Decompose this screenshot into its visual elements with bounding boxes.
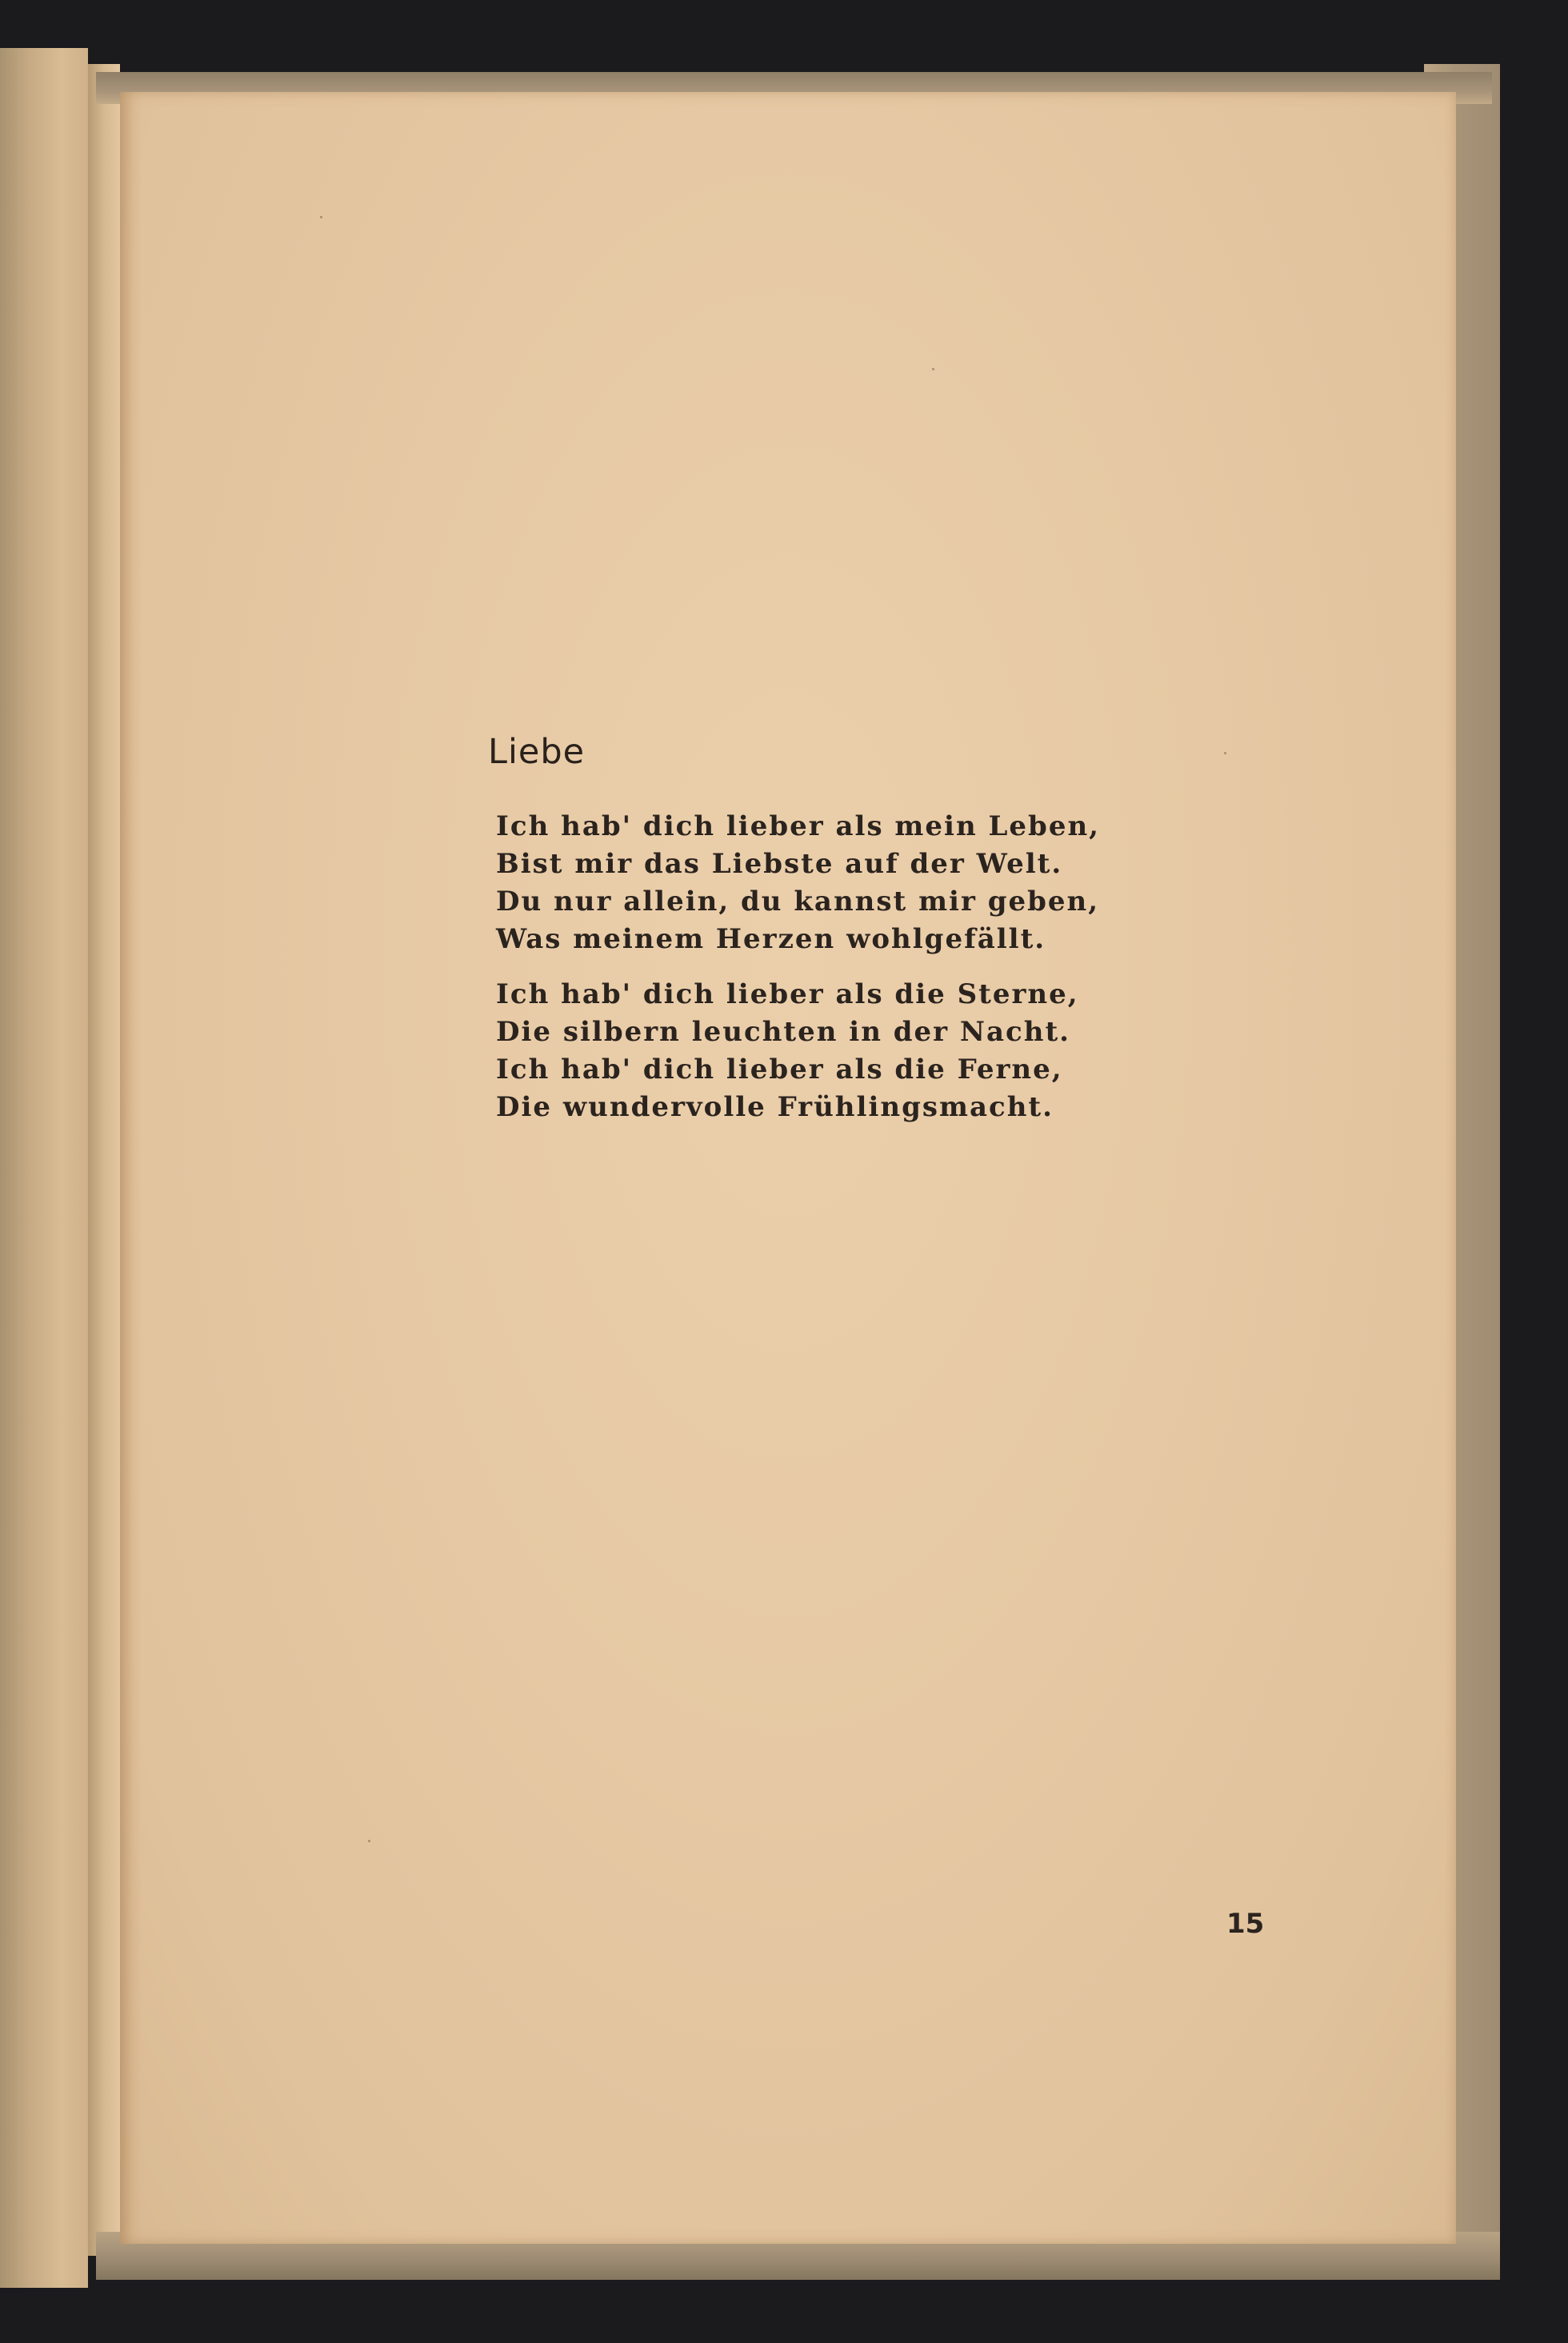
page-gutter-shadow xyxy=(120,92,142,2244)
verse-line: Die wundervolle Frühlingsmacht. xyxy=(496,1091,1054,1123)
left-page-edge xyxy=(88,64,120,2256)
stanza-2 xyxy=(496,976,1079,1126)
page-number: 15 xyxy=(1226,1908,1265,1940)
verse-line: Was meinem Herzen wohlgefällt. xyxy=(496,923,1046,955)
left-book-board xyxy=(0,48,88,2288)
paper-speck xyxy=(1224,752,1226,754)
paper-speck xyxy=(368,1840,370,1842)
verse-line: Ich hab' dich lieber als die Sterne, xyxy=(496,978,1079,1010)
verse-line: Bist mir das Liebste auf der Welt. xyxy=(496,848,1063,880)
verse-line: Ich hab' dich lieber als mein Leben, xyxy=(496,810,1101,842)
verse-line: Ich hab' dich lieber als die Ferne, xyxy=(496,1054,1063,1086)
verse-line: Die silbern leuchten in der Nacht. xyxy=(496,1016,1071,1048)
paper-speck xyxy=(932,368,934,370)
poem-title: Liebe xyxy=(488,732,586,772)
verse-line: Du nur allein, du kannst mir geben, xyxy=(496,886,1100,918)
paper-speck xyxy=(320,216,322,218)
book-page xyxy=(120,92,1456,2244)
stanza-1 xyxy=(496,808,1100,958)
